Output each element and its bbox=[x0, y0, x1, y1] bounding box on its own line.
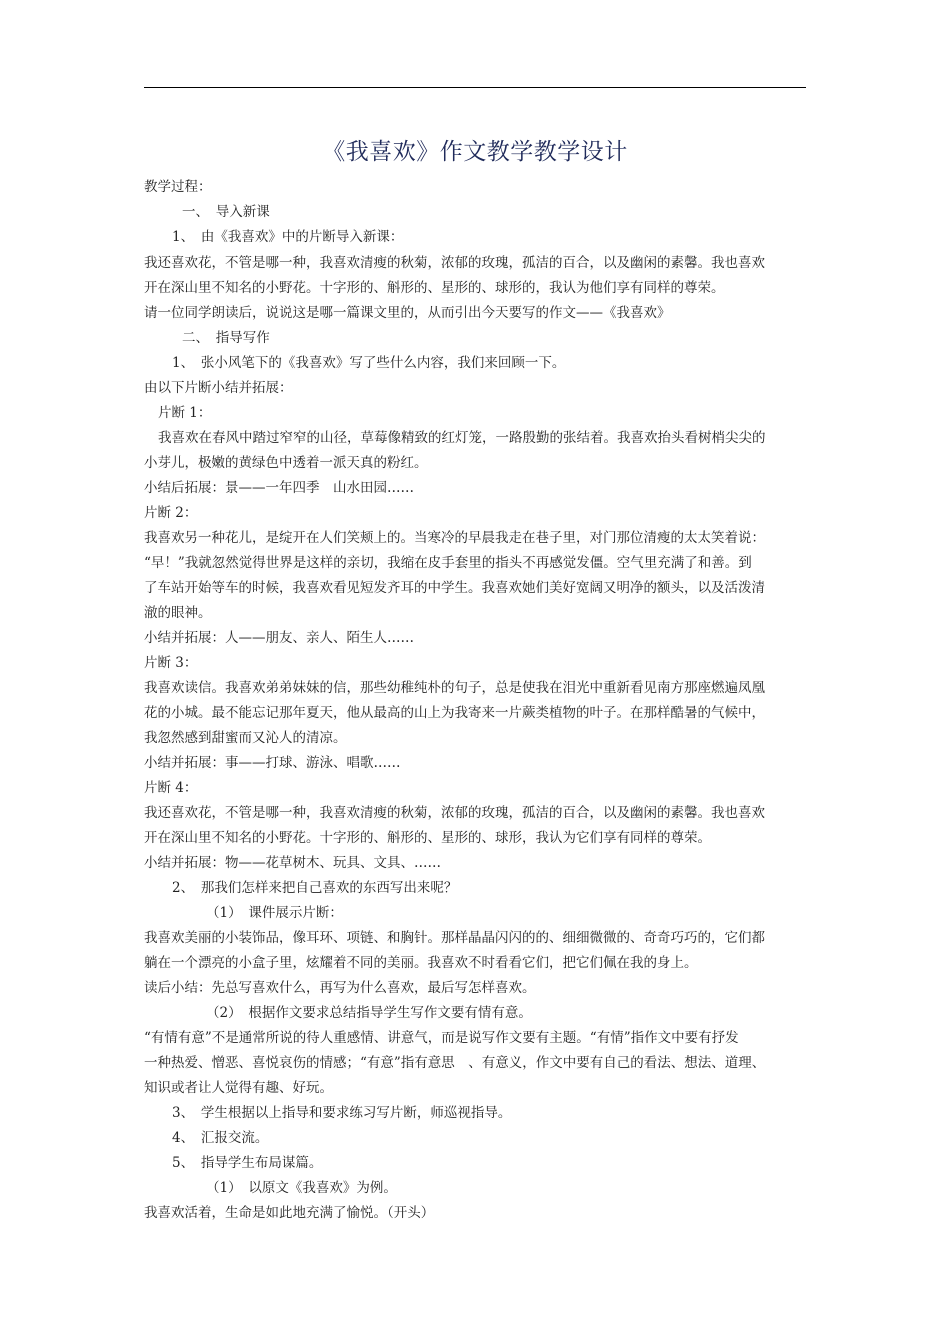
text-line: 由以下片断小结并拓展： bbox=[144, 380, 293, 396]
text-line: 我喜欢在春风中踏过窄窄的山径，草莓像精致的红灯笼，一路殷勤的张结着。我喜欢抬头看树梢尖尖的 bbox=[158, 430, 766, 446]
text-line: 花的小城。最不能忘记那年夏天，他从最高的山上为我寄来一片蕨类植物的叶子。在那样酷暑的气候中， bbox=[144, 705, 765, 721]
text-line: 躺在一个漂亮的小盒子里，炫耀着不同的美丽。我喜欢不时看看它们，把它们佩在我的身上。 bbox=[144, 955, 698, 971]
text-line: 知识或者让人觉得有趣、好玩。 bbox=[144, 1080, 333, 1096]
text-line: 小结并拓展：事——打球、游泳、唱歌…… bbox=[144, 755, 401, 771]
text-line: 小结并拓展：人——朋友、亲人、陌生人…… bbox=[144, 630, 414, 646]
text-line: 读后小结：先总写喜欢什么，再写为什么喜欢，最后写怎样喜欢。 bbox=[144, 980, 536, 996]
text-line: 请一位同学朗读后，说说这是哪一篇课文里的，从而引出今天要写的作文——《我喜欢》 bbox=[144, 305, 671, 321]
text-line: 开在深山里不知名的小野花。十字形的、斛形的、星形的、球形，我认为它们享有同样的尊荣。 bbox=[144, 830, 711, 846]
text-line: 片断 3： bbox=[144, 655, 198, 671]
text-line: （2） 根据作文要求总结指导学生写作文要有情有意。 bbox=[206, 1005, 532, 1021]
text-line: 我还喜欢花，不管是哪一种，我喜欢清瘦的秋菊，浓郁的玫瑰，孤洁的百合，以及幽闲的素馨。我也喜欢 bbox=[144, 805, 765, 821]
text-line: （1） 以原文《我喜欢》为例。 bbox=[206, 1180, 397, 1196]
text-line: 2、 那我们怎样来把自己喜欢的东西写出来呢？ bbox=[172, 880, 458, 896]
text-line: （1） 课件展示片断： bbox=[206, 905, 343, 921]
text-line: 我喜欢读信。我喜欢弟弟妹妹的信，那些幼稚纯朴的句子，总是使我在泪光中重新看见南方那座燃遍凤凰 bbox=[144, 680, 765, 696]
text-line: 教学过程： bbox=[144, 179, 212, 195]
text-line: 我喜欢另一种花儿，是绽开在人们笑颊上的。当寒冷的早晨我走在巷子里，对门那位清瘦的太太笑着说： bbox=[144, 530, 765, 546]
section-heading: 一、 导入新课 bbox=[182, 204, 270, 220]
text-line: 小结并拓展：物——花草树木、玩具、文具、…… bbox=[144, 855, 441, 871]
section-heading: 二、 指导写作 bbox=[182, 330, 270, 346]
text-line: 1、 由《我喜欢》中的片断导入新课： bbox=[172, 229, 404, 245]
header-rule bbox=[144, 87, 806, 88]
text-line: 片断 1： bbox=[158, 405, 212, 421]
text-line: 3、 学生根据以上指导和要求练习写片断，师巡视指导。 bbox=[172, 1105, 512, 1121]
text-line: 我忽然感到甜蜜而又沁人的清凉。 bbox=[144, 730, 347, 746]
text-line: 了车站开始等车的时候，我喜欢看见短发齐耳的中学生。我喜欢她们美好宽阔又明净的额头，以及活泼清 bbox=[144, 580, 765, 596]
text-line: 小结后拓展：景——一年四季 山水田园…… bbox=[144, 480, 414, 496]
text-line: 我还喜欢花，不管是哪一种，我喜欢清瘦的秋菊，浓郁的玫瑰，孤洁的百合，以及幽闲的素馨。我也喜欢 bbox=[144, 255, 765, 271]
text-line: 开在深山里不知名的小野花。十字形的、斛形的、星形的、球形的，我认为他们享有同样的尊荣。 bbox=[144, 280, 725, 296]
text-line: 一种热爱、憎恶、喜悦哀伤的情感；“有意”指有意思 、有意义，作文中要有自己的看法、想法、道理、 bbox=[144, 1055, 766, 1071]
text-line: 片断 4： bbox=[144, 780, 198, 796]
text-line: 5、 指导学生布局谋篇。 bbox=[172, 1155, 323, 1171]
document-title: 《我喜欢》作文教学教学设计 bbox=[322, 139, 628, 165]
text-line: 1、 张小风笔下的《我喜欢》写了些什么内容，我们来回顾一下。 bbox=[172, 355, 566, 371]
text-line: 小芽儿，极嫩的黄绿色中透着一派天真的粉红。 bbox=[144, 455, 428, 471]
text-line: “早！”我就忽然觉得世界是这样的亲切，我缩在皮手套里的指头不再感觉发僵。空气里充满了和善。到 bbox=[144, 555, 752, 571]
text-line: 澈的眼神。 bbox=[144, 605, 212, 621]
text-line: 4、 汇报交流。 bbox=[172, 1130, 269, 1146]
text-line: “有情有意”不是通常所说的待人重感情、讲意气，而是说写作文要有主题。“有情”指作文中要有抒发 bbox=[144, 1030, 739, 1046]
text-line: 片断 2： bbox=[144, 505, 198, 521]
text-line: 我喜欢美丽的小装饰品，像耳环、项链、和胸针。那样晶晶闪闪的的、细细微微的、奇奇巧巧的，它们都 bbox=[144, 930, 765, 946]
text-line: 我喜欢活着，生命是如此地充满了愉悦。（开头） bbox=[144, 1205, 435, 1221]
